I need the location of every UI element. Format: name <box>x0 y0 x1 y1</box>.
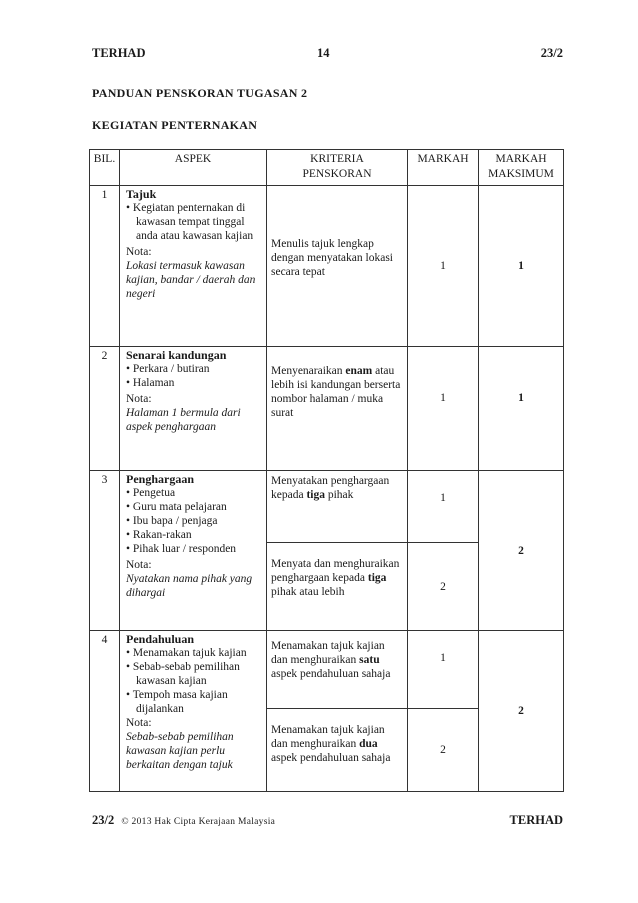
criteria-cell: Menyenaraikan enam atau lebih isi kandungan berserta nombor halaman / muka surat <box>267 347 408 471</box>
aspect-item: • Rakan-rakan <box>126 529 192 541</box>
criteria-cell: Menulis tajuk lengkap dengan menyatakan lokasi secara tepat <box>267 186 408 347</box>
footer-right: TERHAD <box>509 813 563 827</box>
footer-code-wrap <box>92 813 275 828</box>
max-mark-cell: 1 <box>479 347 564 471</box>
aspect-cell <box>120 186 267 347</box>
table-header-row <box>90 150 564 186</box>
aspect-title: Pendahuluan <box>126 632 195 646</box>
note-text: Sebab-sebab pemilihan kawasan kajian perlu berkaitan dengan tajuk <box>126 731 234 771</box>
mark-cell: 1 <box>408 186 479 347</box>
aspect-item: • Perkara / butiran <box>126 363 210 375</box>
criteria-cell: Menyata dan menghuraikan penghargaan kepada tiga pihak atau lebih <box>267 543 408 631</box>
aspect-item: • Kegiatan penternakan di kawasan tempat tinggal anda atau kawasan kajian <box>126 202 254 242</box>
note-label: Nota: <box>126 717 152 729</box>
aspect-item: • Pengetua <box>126 487 176 499</box>
page-number: 14 <box>317 46 330 60</box>
row-number: 4 <box>90 631 120 792</box>
mark-cell: 1 <box>408 347 479 471</box>
mark-cell: 1 <box>408 631 479 709</box>
note-text: Lokasi termasuk kawasan kajian, bandar / daerah dan negeri <box>126 260 256 300</box>
criteria-cell: Menamakan tajuk kajian dan menghuraikan satu aspek pendahuluan sahaja <box>267 631 408 709</box>
aspect-title: Senarai kandungan <box>126 348 227 362</box>
note-text: Nyatakan nama pihak yang dihargai <box>126 573 253 599</box>
row-number: 1 <box>90 186 120 347</box>
aspect-title: Tajuk <box>126 187 157 201</box>
mark-cell: 1 <box>408 471 479 543</box>
note-label: Nota: <box>126 393 152 405</box>
scoring-table <box>89 149 564 792</box>
table-row <box>90 631 564 709</box>
aspect-item: • Menamakan tajuk kajian <box>126 647 247 659</box>
table-row <box>90 471 564 543</box>
col-markah-maksimum: MARKAH MAKSIMUM <box>479 150 564 186</box>
col-kriteria: KRITERIA PENSKORAN <box>267 150 408 186</box>
aspect-item: • Sebab-sebab pemilihan kawasan kajian <box>126 661 240 687</box>
aspect-cell <box>120 631 267 792</box>
col-bil: BIL. <box>90 150 120 186</box>
criteria-cell: Menyatakan penghargaan kepada tiga pihak <box>267 471 408 543</box>
table-row <box>90 186 564 347</box>
mark-cell: 2 <box>408 543 479 631</box>
table-row <box>90 347 564 471</box>
header-left: TERHAD <box>92 46 146 60</box>
col-markah: MARKAH <box>408 150 479 186</box>
aspect-cell <box>120 471 267 631</box>
footer-copyright: © 2013 Hak Cipta Kerajaan Malaysia <box>121 817 276 827</box>
row-number: 2 <box>90 347 120 471</box>
aspect-item: • Ibu bapa / penjaga <box>126 515 218 527</box>
activity-title: KEGIATAN PENTERNAKAN <box>92 118 258 132</box>
aspect-item: • Guru mata pelajaran <box>126 501 227 513</box>
aspect-item: • Halaman <box>126 377 175 389</box>
col-aspek: ASPEK <box>120 150 267 186</box>
max-mark-cell: 1 <box>479 186 564 347</box>
aspect-item: • Tempoh masa kajian dijalankan <box>126 689 228 715</box>
note-label: Nota: <box>126 559 152 571</box>
max-mark-cell: 2 <box>479 631 564 792</box>
note-text: Halaman 1 bermula dari aspek penghargaan <box>126 407 241 433</box>
aspect-item: • Pihak luar / responden <box>126 543 237 555</box>
guide-title: PANDUAN PENSKORAN TUGASAN 2 <box>92 86 308 100</box>
aspect-title: Penghargaan <box>126 472 195 486</box>
mark-cell: 2 <box>408 709 479 792</box>
row-number: 3 <box>90 471 120 631</box>
criteria-cell: Menamakan tajuk kajian dan menghuraikan dua aspek pendahuluan sahaja <box>267 709 408 792</box>
max-mark-cell: 2 <box>479 471 564 631</box>
header-right: 23/2 <box>540 46 563 60</box>
footer-code: 23/2 <box>92 813 115 827</box>
note-label: Nota: <box>126 246 152 258</box>
aspect-cell <box>120 347 267 471</box>
